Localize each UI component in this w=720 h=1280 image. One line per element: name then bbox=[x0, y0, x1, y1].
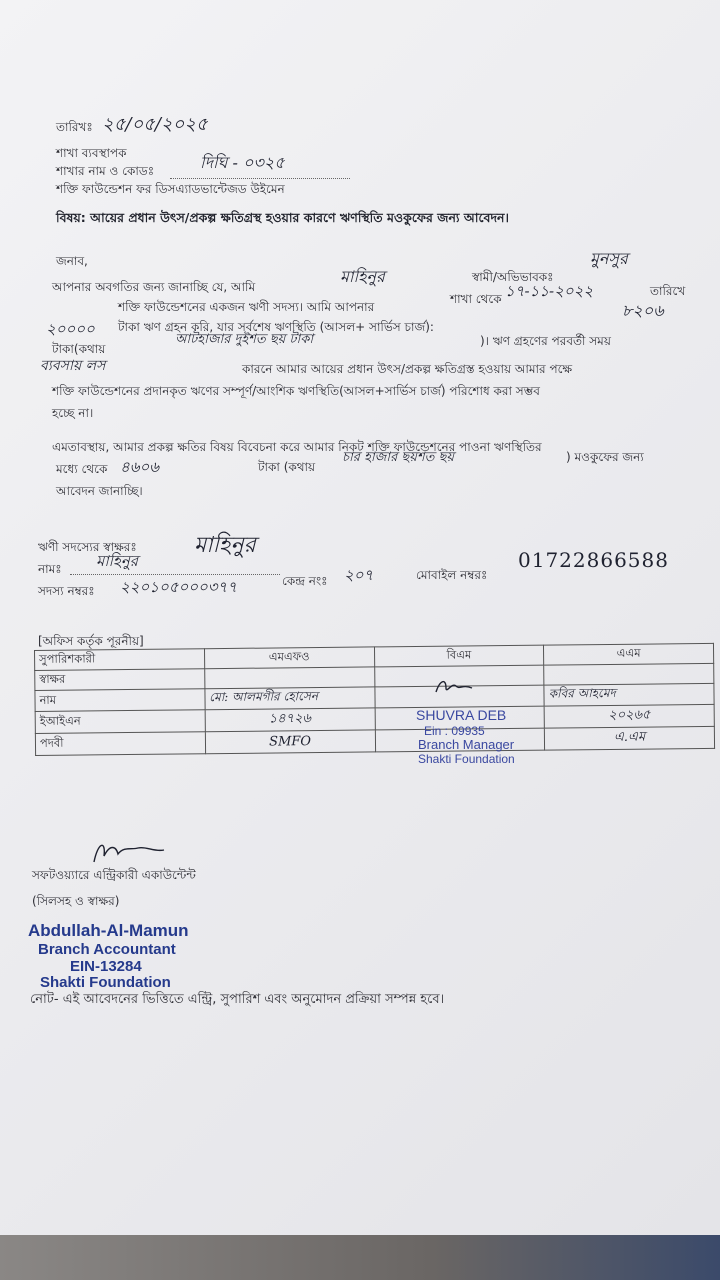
table-cell bbox=[205, 708, 375, 732]
member-signature: মাহিনুর bbox=[194, 533, 256, 558]
body-text: মধ্যে থেকে bbox=[56, 462, 108, 476]
table-header: এএম bbox=[544, 643, 714, 665]
body-text: শক্তি ফাউন্ডেশনের একজন ঋণী সদস্য। আমি আপনার bbox=[118, 300, 375, 314]
org-line: শক্তি ফাউন্ডেশন ফর ডিসএ্যাডভান্টেজড উইমেন bbox=[56, 182, 285, 196]
bm-stamp-role: Branch Manager bbox=[418, 737, 515, 752]
fill-balance: ৮২০৬ bbox=[622, 301, 664, 320]
fill-waiver-words: চার হাজার ছয়শত ছয় bbox=[342, 450, 455, 465]
body-text: আপনার অবগতির জন্য জানাচ্ছি যে, আমি bbox=[52, 280, 256, 294]
branch-value: দিঘি - ০৩২৫ bbox=[200, 153, 285, 172]
body-text: শাখা থেকে bbox=[450, 292, 502, 306]
branch-label: শাখার নাম ও কোডঃ bbox=[56, 164, 155, 178]
footer-note: নোট- এই আবেদনের ভিত্তিতে এন্ট্রি, সুপারিশ এবং অনুমোদন প্রক্রিয়া সম্পন্ন হবে। bbox=[30, 992, 445, 1007]
mfo-ein: ১৪৭২৬ bbox=[268, 711, 312, 727]
accountant-seal-label: (সিলসহ ও স্বাক্ষর) bbox=[32, 894, 120, 908]
table-cell: পদবী bbox=[35, 732, 205, 756]
bm-signature bbox=[432, 676, 476, 698]
table-cell bbox=[544, 683, 714, 706]
bm-stamp-ein: Ein : 09935 bbox=[424, 724, 485, 738]
accountant-signature bbox=[88, 836, 168, 870]
salutation: জনাব, bbox=[56, 254, 88, 268]
table-cell: স্বাক্ষর bbox=[35, 669, 205, 691]
body-text: স্বামী/অভিভাবকঃ bbox=[472, 270, 554, 284]
mobile-value: 01722866588 bbox=[518, 548, 669, 572]
fill-loan-amount: ২০০০০ bbox=[46, 320, 95, 338]
body-text: হচ্ছে না। bbox=[52, 406, 94, 420]
table-cell bbox=[205, 730, 375, 754]
fill-reason: ব্যবসায় লস bbox=[40, 358, 106, 374]
bm-stamp-name: SHUVRA DEB bbox=[416, 707, 507, 723]
addressee-line: শাখা ব্যবস্থাপক bbox=[56, 146, 127, 160]
table-cell: সুপারিশকারী bbox=[35, 649, 205, 671]
office-table bbox=[34, 643, 715, 756]
table-cell bbox=[544, 663, 714, 685]
am-designation: এ.এম bbox=[613, 729, 646, 745]
body-text: কারনে আমার আয়ের প্রধান উৎস/প্রকল্প ক্ষতিগ্রস্ত হওয়ায় আমার পক্ষে bbox=[242, 362, 573, 376]
office-section-title: [অফিস কর্তৃক পূরনীয়] bbox=[38, 634, 144, 648]
table-cell: ইআইএন bbox=[35, 710, 205, 734]
table-header: এমএফও bbox=[204, 647, 374, 669]
table-cell bbox=[545, 726, 715, 750]
fill-guardian-name: মুনসুর bbox=[590, 249, 628, 268]
center-label: কেন্দ্র নংঃ bbox=[282, 574, 328, 588]
member-no-label: সদস্য নম্বরঃ bbox=[38, 584, 95, 598]
body-text: এমতাবস্থায়, আমার প্রকল্প ক্ষতির বিষয় বিবেচনা করে আমার নিকট শক্তি ফাউন্ডেশনের পাওনা ঋণস্থিতির bbox=[52, 440, 542, 454]
accountant-stamp-ein: EIN-13284 bbox=[70, 958, 142, 975]
branch-dotline bbox=[170, 178, 350, 179]
table-cell: নাম bbox=[35, 689, 205, 712]
date-label: তারিখঃ bbox=[56, 120, 93, 134]
bm-stamp-org: Shakti Foundation bbox=[418, 752, 515, 766]
mfo-designation: SMFO bbox=[269, 734, 312, 750]
table-header: বিএম bbox=[374, 645, 544, 667]
fill-loan-date: ১৭-১১-২০২২ bbox=[505, 282, 594, 300]
center-value: ২০৭ bbox=[344, 566, 374, 584]
body-text: ) মওকুফের জন্য bbox=[566, 450, 644, 464]
body-text: আবেদন জানাচ্ছি। bbox=[56, 484, 143, 498]
body-text: )। ঋণ গ্রহণের পরবর্তী সময় bbox=[480, 334, 611, 348]
am-name: কবির আহমেদ bbox=[548, 685, 616, 701]
fill-waiver-amount: ৪৬০৬ bbox=[120, 458, 159, 476]
fill-applicant-name: মাহিনুর bbox=[340, 267, 385, 286]
body-text: টাকা ঋণ গ্রহন করি, যার সর্বশেষ ঋণস্থিতি (আসল+ সার্ভিস চার্জ): bbox=[118, 320, 434, 334]
table-cell bbox=[205, 687, 375, 710]
body-text: টাকা(কথায় bbox=[52, 342, 106, 356]
mobile-label: মোবাইল নম্বরঃ bbox=[416, 568, 488, 582]
body-text: টাকা (কথায় bbox=[258, 460, 316, 474]
am-ein: ২০২৬৫ bbox=[608, 707, 651, 723]
accountant-stamp-org: Shakti Foundation bbox=[40, 974, 171, 991]
accountant-stamp-name: Abdullah-Al-Mamun bbox=[28, 921, 189, 940]
member-no-value: ২২০১০৫০০০৩৭৭ bbox=[120, 578, 237, 596]
member-name-label: নামঃ bbox=[38, 562, 62, 576]
accountant-label: সফটওয়্যারে এন্ট্রিকারী একাউন্টেন্ট bbox=[32, 868, 196, 882]
subject-line: বিষয়: আয়ের প্রধান উৎস/প্রকল্প ক্ষতিগ্রস্থ হওয়ার কারণে ঋণস্থিতি মওকুফের জন্য আবেদন। bbox=[56, 210, 509, 225]
member-name-dotline bbox=[70, 574, 280, 575]
mfo-name: মো: আলমগীর হোসেন bbox=[209, 689, 319, 705]
accountant-stamp-role: Branch Accountant bbox=[38, 941, 176, 958]
member-name-value: মাহিনুর bbox=[96, 552, 139, 570]
member-sign-label: ঋণী সদস্যের স্বাক্ষরঃ bbox=[38, 540, 137, 554]
body-text: শক্তি ফাউন্ডেশনের প্রদানকৃত ঋণের সম্পূর্ণ/আংশিক ঋণস্থিতি(আসল+সার্ভিস চার্জ) পরিশোধ করা সম্ভব bbox=[52, 384, 540, 398]
fill-balance-words: আটহাজার দুইশত ছয় টাকা bbox=[175, 332, 314, 347]
body-text: তারিখে bbox=[650, 284, 686, 298]
background-surface bbox=[0, 1235, 720, 1280]
table-cell bbox=[544, 704, 714, 728]
table-cell bbox=[204, 667, 374, 689]
date-value: ২৫/০৫/২০২৫ bbox=[102, 114, 208, 135]
